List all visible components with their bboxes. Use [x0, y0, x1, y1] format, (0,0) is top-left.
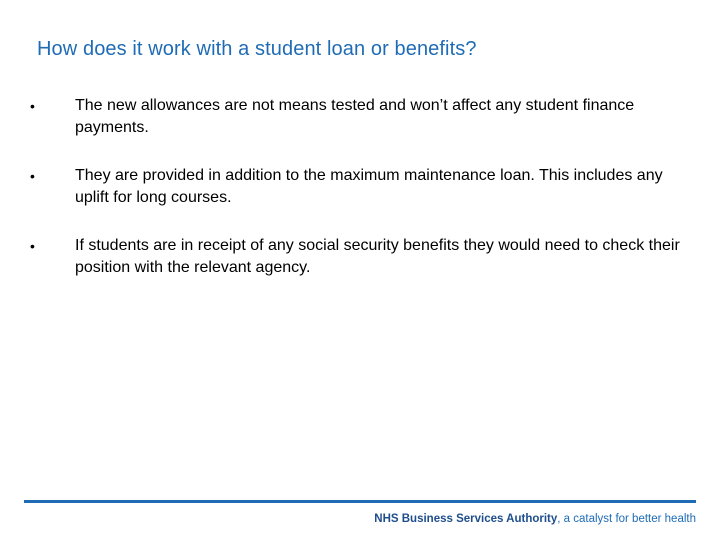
- bullet-text: If students are in receipt of any social security benefits they would need to check their position with the relevant agency.: [75, 237, 680, 276]
- footer-tagline: , a catalyst for better health: [557, 513, 696, 525]
- bullet-dot-icon: •: [30, 168, 35, 184]
- bullet-item: [30, 165, 680, 209]
- bullet-item: [30, 95, 680, 139]
- bullet-list: [30, 95, 680, 305]
- bullet-dot-icon: •: [30, 98, 35, 114]
- footer-divider: [24, 500, 696, 503]
- bullet-text: They are provided in addition to the maximum maintenance loan. This includes any uplift for long courses.: [75, 167, 663, 206]
- footer-branding: [374, 513, 696, 525]
- bullet-text: The new allowances are not means tested and won’t affect any student finance payments.: [75, 97, 635, 136]
- footer-organisation: NHS Business Services Authority: [374, 513, 558, 525]
- bullet-item: [30, 235, 680, 279]
- bullet-dot-icon: •: [30, 238, 35, 254]
- slide-title: How does it work with a student loan or benefits?: [37, 38, 477, 60]
